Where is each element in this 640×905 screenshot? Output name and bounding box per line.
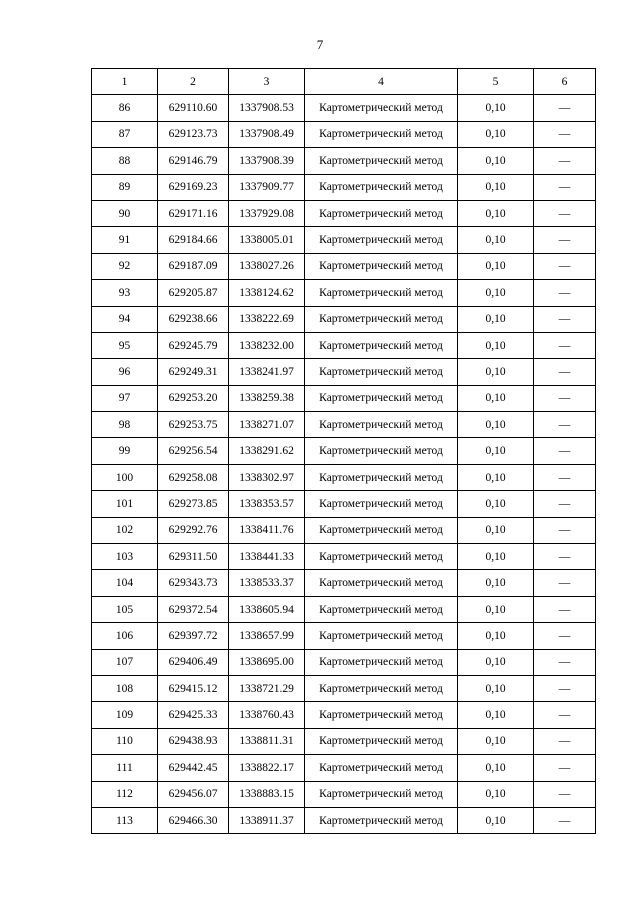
accuracy-cell: 0,10 bbox=[458, 596, 534, 622]
description-cell: — bbox=[534, 807, 596, 833]
y-coordinate-cell: 1338811.31 bbox=[229, 728, 305, 754]
method-cell: Картометрический метод bbox=[305, 306, 458, 332]
x-coordinate-cell: 629256.54 bbox=[158, 438, 229, 464]
y-coordinate-cell: 1337908.39 bbox=[229, 148, 305, 174]
description-cell: — bbox=[534, 280, 596, 306]
method-cell: Картометрический метод bbox=[305, 517, 458, 543]
method-cell: Картометрический метод bbox=[305, 675, 458, 701]
coordinates-table bbox=[91, 68, 596, 834]
description-cell: — bbox=[534, 755, 596, 781]
page-number: 7 bbox=[316, 37, 324, 52]
point-number-cell: 106 bbox=[92, 623, 158, 649]
table-row bbox=[92, 623, 596, 649]
table-row bbox=[92, 227, 596, 253]
y-coordinate-cell: 1338005.01 bbox=[229, 227, 305, 253]
description-cell: — bbox=[534, 148, 596, 174]
method-cell: Картометрический метод bbox=[305, 464, 458, 490]
table-row bbox=[92, 332, 596, 358]
table-row bbox=[92, 649, 596, 675]
accuracy-cell: 0,10 bbox=[458, 174, 534, 200]
description-cell: — bbox=[534, 359, 596, 385]
x-coordinate-cell: 629238.66 bbox=[158, 306, 229, 332]
table-row bbox=[92, 517, 596, 543]
method-cell: Картометрический метод bbox=[305, 781, 458, 807]
x-coordinate-cell: 629292.76 bbox=[158, 517, 229, 543]
y-coordinate-cell: 1337909.77 bbox=[229, 174, 305, 200]
accuracy-cell: 0,10 bbox=[458, 253, 534, 279]
method-cell: Картометрический метод bbox=[305, 280, 458, 306]
description-cell: — bbox=[534, 570, 596, 596]
x-coordinate-cell: 629343.73 bbox=[158, 570, 229, 596]
point-number-cell: 100 bbox=[92, 464, 158, 490]
y-coordinate-cell: 1338760.43 bbox=[229, 702, 305, 728]
y-coordinate-cell: 1338271.07 bbox=[229, 412, 305, 438]
method-cell: Картометрический метод bbox=[305, 253, 458, 279]
accuracy-cell: 0,10 bbox=[458, 227, 534, 253]
point-number-cell: 113 bbox=[92, 807, 158, 833]
y-coordinate-cell: 1338441.33 bbox=[229, 544, 305, 570]
x-coordinate-cell: 629438.93 bbox=[158, 728, 229, 754]
table-row bbox=[92, 385, 596, 411]
accuracy-cell: 0,10 bbox=[458, 755, 534, 781]
x-coordinate-cell: 629425.33 bbox=[158, 702, 229, 728]
x-coordinate-cell: 629123.73 bbox=[158, 121, 229, 147]
column-header: 6 bbox=[534, 69, 596, 95]
point-number-cell: 90 bbox=[92, 200, 158, 226]
column-header: 1 bbox=[92, 69, 158, 95]
x-coordinate-cell: 629372.54 bbox=[158, 596, 229, 622]
description-cell: — bbox=[534, 728, 596, 754]
method-cell: Картометрический метод bbox=[305, 728, 458, 754]
method-cell: Картометрический метод bbox=[305, 491, 458, 517]
y-coordinate-cell: 1338027.26 bbox=[229, 253, 305, 279]
method-cell: Картометрический метод bbox=[305, 332, 458, 358]
method-cell: Картометрический метод bbox=[305, 807, 458, 833]
x-coordinate-cell: 629253.20 bbox=[158, 385, 229, 411]
description-cell: — bbox=[534, 332, 596, 358]
x-coordinate-cell: 629415.12 bbox=[158, 675, 229, 701]
column-header: 2 bbox=[158, 69, 229, 95]
x-coordinate-cell: 629245.79 bbox=[158, 332, 229, 358]
point-number-cell: 112 bbox=[92, 781, 158, 807]
x-coordinate-cell: 629253.75 bbox=[158, 412, 229, 438]
accuracy-cell: 0,10 bbox=[458, 807, 534, 833]
point-number-cell: 93 bbox=[92, 280, 158, 306]
description-cell: — bbox=[534, 464, 596, 490]
description-cell: — bbox=[534, 200, 596, 226]
method-cell: Картометрический метод bbox=[305, 174, 458, 200]
table-row bbox=[92, 675, 596, 701]
point-number-cell: 109 bbox=[92, 702, 158, 728]
column-header: 3 bbox=[229, 69, 305, 95]
table-row bbox=[92, 359, 596, 385]
method-cell: Картометрический метод bbox=[305, 148, 458, 174]
description-cell: — bbox=[534, 121, 596, 147]
accuracy-cell: 0,10 bbox=[458, 570, 534, 596]
x-coordinate-cell: 629110.60 bbox=[158, 95, 229, 121]
table-header-row bbox=[92, 69, 596, 95]
table-row bbox=[92, 148, 596, 174]
point-number-cell: 97 bbox=[92, 385, 158, 411]
accuracy-cell: 0,10 bbox=[458, 781, 534, 807]
table-row bbox=[92, 121, 596, 147]
accuracy-cell: 0,10 bbox=[458, 702, 534, 728]
method-cell: Картометрический метод bbox=[305, 385, 458, 411]
accuracy-cell: 0,10 bbox=[458, 200, 534, 226]
y-coordinate-cell: 1338695.00 bbox=[229, 649, 305, 675]
accuracy-cell: 0,10 bbox=[458, 95, 534, 121]
point-number-cell: 95 bbox=[92, 332, 158, 358]
method-cell: Картометрический метод bbox=[305, 121, 458, 147]
point-number-cell: 91 bbox=[92, 227, 158, 253]
point-number-cell: 98 bbox=[92, 412, 158, 438]
method-cell: Картометрический метод bbox=[305, 623, 458, 649]
accuracy-cell: 0,10 bbox=[458, 649, 534, 675]
y-coordinate-cell: 1338232.00 bbox=[229, 332, 305, 358]
method-cell: Картометрический метод bbox=[305, 702, 458, 728]
point-number-cell: 108 bbox=[92, 675, 158, 701]
table-row bbox=[92, 174, 596, 200]
description-cell: — bbox=[534, 174, 596, 200]
y-coordinate-cell: 1338241.97 bbox=[229, 359, 305, 385]
y-coordinate-cell: 1338411.76 bbox=[229, 517, 305, 543]
point-number-cell: 87 bbox=[92, 121, 158, 147]
x-coordinate-cell: 629456.07 bbox=[158, 781, 229, 807]
point-number-cell: 107 bbox=[92, 649, 158, 675]
description-cell: — bbox=[534, 227, 596, 253]
description-cell: — bbox=[534, 253, 596, 279]
point-number-cell: 96 bbox=[92, 359, 158, 385]
method-cell: Картометрический метод bbox=[305, 200, 458, 226]
table-row bbox=[92, 781, 596, 807]
y-coordinate-cell: 1338657.99 bbox=[229, 623, 305, 649]
accuracy-cell: 0,10 bbox=[458, 280, 534, 306]
table-row bbox=[92, 570, 596, 596]
table-row bbox=[92, 596, 596, 622]
x-coordinate-cell: 629466.30 bbox=[158, 807, 229, 833]
x-coordinate-cell: 629273.85 bbox=[158, 491, 229, 517]
x-coordinate-cell: 629406.49 bbox=[158, 649, 229, 675]
y-coordinate-cell: 1338259.38 bbox=[229, 385, 305, 411]
x-coordinate-cell: 629205.87 bbox=[158, 280, 229, 306]
table-row bbox=[92, 412, 596, 438]
point-number-cell: 92 bbox=[92, 253, 158, 279]
method-cell: Картометрический метод bbox=[305, 359, 458, 385]
y-coordinate-cell: 1338302.97 bbox=[229, 464, 305, 490]
method-cell: Картометрический метод bbox=[305, 438, 458, 464]
y-coordinate-cell: 1338883.15 bbox=[229, 781, 305, 807]
y-coordinate-cell: 1338533.37 bbox=[229, 570, 305, 596]
method-cell: Картометрический метод bbox=[305, 570, 458, 596]
y-coordinate-cell: 1338124.62 bbox=[229, 280, 305, 306]
accuracy-cell: 0,10 bbox=[458, 675, 534, 701]
description-cell: — bbox=[534, 702, 596, 728]
point-number-cell: 111 bbox=[92, 755, 158, 781]
description-cell: — bbox=[534, 596, 596, 622]
accuracy-cell: 0,10 bbox=[458, 332, 534, 358]
x-coordinate-cell: 629146.79 bbox=[158, 148, 229, 174]
x-coordinate-cell: 629169.23 bbox=[158, 174, 229, 200]
method-cell: Картометрический метод bbox=[305, 412, 458, 438]
method-cell: Картометрический метод bbox=[305, 596, 458, 622]
x-coordinate-cell: 629187.09 bbox=[158, 253, 229, 279]
description-cell: — bbox=[534, 675, 596, 701]
description-cell: — bbox=[534, 385, 596, 411]
table-row bbox=[92, 491, 596, 517]
accuracy-cell: 0,10 bbox=[458, 306, 534, 332]
table-row bbox=[92, 95, 596, 121]
y-coordinate-cell: 1338822.17 bbox=[229, 755, 305, 781]
y-coordinate-cell: 1338911.37 bbox=[229, 807, 305, 833]
method-cell: Картометрический метод bbox=[305, 544, 458, 570]
table-body bbox=[92, 95, 596, 834]
table-row bbox=[92, 728, 596, 754]
column-header: 4 bbox=[305, 69, 458, 95]
accuracy-cell: 0,10 bbox=[458, 412, 534, 438]
accuracy-cell: 0,10 bbox=[458, 438, 534, 464]
accuracy-cell: 0,10 bbox=[458, 491, 534, 517]
description-cell: — bbox=[534, 544, 596, 570]
table-row bbox=[92, 253, 596, 279]
description-cell: — bbox=[534, 623, 596, 649]
point-number-cell: 105 bbox=[92, 596, 158, 622]
accuracy-cell: 0,10 bbox=[458, 544, 534, 570]
x-coordinate-cell: 629171.16 bbox=[158, 200, 229, 226]
table-row bbox=[92, 807, 596, 833]
table-row bbox=[92, 544, 596, 570]
accuracy-cell: 0,10 bbox=[458, 728, 534, 754]
x-coordinate-cell: 629184.66 bbox=[158, 227, 229, 253]
method-cell: Картометрический метод bbox=[305, 95, 458, 121]
point-number-cell: 88 bbox=[92, 148, 158, 174]
table-row bbox=[92, 702, 596, 728]
description-cell: — bbox=[534, 781, 596, 807]
table-row bbox=[92, 280, 596, 306]
description-cell: — bbox=[534, 306, 596, 332]
point-number-cell: 102 bbox=[92, 517, 158, 543]
description-cell: — bbox=[534, 95, 596, 121]
point-number-cell: 104 bbox=[92, 570, 158, 596]
accuracy-cell: 0,10 bbox=[458, 517, 534, 543]
table-row bbox=[92, 464, 596, 490]
description-cell: — bbox=[534, 438, 596, 464]
point-number-cell: 94 bbox=[92, 306, 158, 332]
y-coordinate-cell: 1338353.57 bbox=[229, 491, 305, 517]
accuracy-cell: 0,10 bbox=[458, 148, 534, 174]
table-row bbox=[92, 306, 596, 332]
column-header: 5 bbox=[458, 69, 534, 95]
point-number-cell: 110 bbox=[92, 728, 158, 754]
description-cell: — bbox=[534, 517, 596, 543]
method-cell: Картометрический метод bbox=[305, 755, 458, 781]
point-number-cell: 89 bbox=[92, 174, 158, 200]
y-coordinate-cell: 1338721.29 bbox=[229, 675, 305, 701]
point-number-cell: 86 bbox=[92, 95, 158, 121]
point-number-cell: 101 bbox=[92, 491, 158, 517]
accuracy-cell: 0,10 bbox=[458, 359, 534, 385]
accuracy-cell: 0,10 bbox=[458, 464, 534, 490]
table-row bbox=[92, 755, 596, 781]
description-cell: — bbox=[534, 649, 596, 675]
description-cell: — bbox=[534, 412, 596, 438]
table-row bbox=[92, 438, 596, 464]
x-coordinate-cell: 629397.72 bbox=[158, 623, 229, 649]
point-number-cell: 99 bbox=[92, 438, 158, 464]
y-coordinate-cell: 1338222.69 bbox=[229, 306, 305, 332]
y-coordinate-cell: 1338291.62 bbox=[229, 438, 305, 464]
x-coordinate-cell: 629442.45 bbox=[158, 755, 229, 781]
x-coordinate-cell: 629258.08 bbox=[158, 464, 229, 490]
accuracy-cell: 0,10 bbox=[458, 121, 534, 147]
y-coordinate-cell: 1337908.49 bbox=[229, 121, 305, 147]
method-cell: Картометрический метод bbox=[305, 649, 458, 675]
x-coordinate-cell: 629249.31 bbox=[158, 359, 229, 385]
x-coordinate-cell: 629311.50 bbox=[158, 544, 229, 570]
y-coordinate-cell: 1338605.94 bbox=[229, 596, 305, 622]
method-cell: Картометрический метод bbox=[305, 227, 458, 253]
point-number-cell: 103 bbox=[92, 544, 158, 570]
description-cell: — bbox=[534, 491, 596, 517]
y-coordinate-cell: 1337929.08 bbox=[229, 200, 305, 226]
accuracy-cell: 0,10 bbox=[458, 385, 534, 411]
accuracy-cell: 0,10 bbox=[458, 623, 534, 649]
table-row bbox=[92, 200, 596, 226]
y-coordinate-cell: 1337908.53 bbox=[229, 95, 305, 121]
